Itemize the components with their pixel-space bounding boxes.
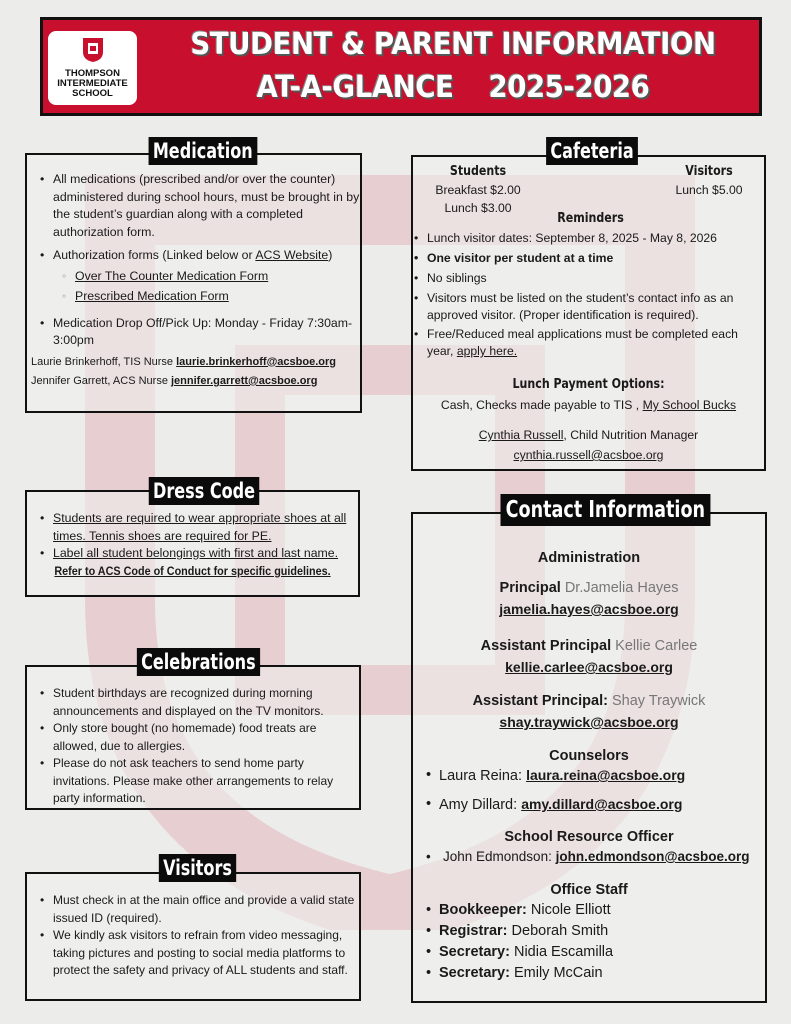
office-staff-item — [413, 921, 765, 942]
staff-name: Nicole Elliott — [526, 902, 611, 918]
sro-name: John Edmondson: — [443, 849, 556, 864]
visitor-item: • Must check in at the main office and provide a valid state issued ID (required). — [27, 892, 359, 927]
reminder-item: • One visitor per student at a time — [401, 250, 760, 267]
medication-heading: Medication — [149, 137, 257, 165]
manager-title: , Child Nutrition Manager — [563, 428, 699, 442]
admin-contact — [413, 578, 765, 621]
counselor-contact — [413, 767, 765, 784]
reminder-item: • No siblings — [401, 270, 760, 287]
dress-code-section — [25, 490, 360, 597]
nurse-name: Laurie Brinkerhoff, TIS Nurse — [31, 355, 177, 368]
celebrations-section — [25, 665, 361, 810]
breakfast-price: Breakfast $2.00 — [435, 183, 521, 197]
dress-code-item: Students are required to wear appropriate shoes at all times. Tennis shoes are required for PE. — [53, 511, 347, 543]
logo-text: THOMPSON INTERMEDIATE SCHOOL — [57, 68, 128, 99]
celebrations-heading: Celebrations — [137, 648, 260, 676]
counselor-contact — [413, 796, 765, 813]
dress-code-heading: Dress Code — [149, 477, 260, 505]
admin-name: Kellie Carlee — [611, 638, 698, 654]
admin-contact — [413, 691, 765, 734]
reminder-item: • Visitors must be listed on the student’s contact info as an approved visitor. (Proper identification is required). — [401, 290, 760, 324]
celebration-item: • Only store bought (no homemade) food treats are allowed, due to allergies. — [27, 720, 359, 755]
counselor-email-link[interactable]: laura.reina@acsboe.org — [526, 767, 686, 783]
prescribed-medication-form-link[interactable]: Prescribed Medication Form — [75, 289, 229, 303]
students-heading: Students — [449, 164, 507, 179]
school-crest-icon — [81, 36, 105, 64]
nurse-email-link[interactable]: jennifer.garrett@acsboe.org — [171, 375, 318, 387]
admin-name: Shay Traywick — [607, 693, 706, 709]
staff-name: Emily McCain — [509, 965, 603, 981]
celebration-item: • Please do not ask teachers to send home party invitations. Please make other arrangements to relay party information. — [27, 755, 359, 808]
admin-email-link[interactable]: shay.traywick@acsboe.org — [499, 714, 679, 730]
office-staff-item — [413, 963, 765, 984]
title-line-1: STUDENT & PARENT INFORMATION — [190, 27, 716, 62]
reminder-item — [401, 326, 760, 360]
sro-email-link[interactable]: john.edmondson@acsboe.org — [555, 849, 750, 864]
office-staff-heading: Office Staff — [550, 882, 628, 898]
sro-contact — [413, 849, 765, 864]
visitors-price-heading: Visitors — [685, 164, 733, 179]
role-label: Assistant Principal: — [472, 693, 608, 709]
role-label: Secretary: — [439, 944, 510, 960]
student-lunch-price: Lunch $3.00 — [444, 201, 512, 215]
nurse-email-link[interactable]: laurie.brinkerhoff@acsboe.org — [176, 355, 336, 368]
admin-email-link[interactable]: kellie.carlee@acsboe.org — [505, 659, 673, 675]
office-staff-item — [413, 942, 765, 963]
title-line-2 — [177, 70, 729, 105]
medication-item: • All medications (prescribed and/or over the counter) administered during school hours, must be brought in by the student’s guardian along with a completed authorization form. — [27, 171, 360, 241]
student-prices — [423, 163, 533, 217]
dress-code-item: Label all student belongings with first and last name. — [53, 546, 339, 560]
visitor-lunch-price: Lunch $5.00 — [675, 183, 743, 197]
item-text: ) — [328, 248, 333, 262]
office-staff-item — [413, 900, 765, 921]
nurse-contact — [27, 354, 360, 372]
admin-email-link[interactable]: jamelia.hayes@acsboe.org — [499, 601, 679, 617]
contact-section — [411, 512, 767, 1003]
sro-heading: School Resource Officer — [504, 829, 674, 845]
code-of-conduct-link[interactable]: Refer to ACS Code of Conduct for specific guidelines. — [54, 563, 331, 578]
role-label: Principal — [499, 580, 561, 596]
counselors-heading: Counselors — [549, 748, 629, 764]
item-text: Free/Reduced meal applications must be completed each year, — [427, 327, 738, 358]
cafeteria-heading: Cafeteria — [546, 137, 638, 165]
nurse-name: Jennifer Garrett, ACS Nurse — [31, 375, 171, 387]
visitor-item: • We kindly ask visitors to refrain from video messaging, taking pictures and posting to social media platforms to protect the safety and privacy of ALL students and staff. — [27, 927, 359, 980]
counselor-email-link[interactable]: amy.dillard@acsboe.org — [521, 796, 683, 812]
contact-heading: Contact Information — [500, 494, 710, 526]
admin-contact — [413, 636, 765, 679]
counselor-name: Amy Dillard: — [439, 797, 522, 813]
manager-name-link[interactable]: Cynthia Russell — [478, 428, 564, 442]
role-label: Registrar: — [439, 923, 508, 939]
medication-item — [27, 247, 360, 265]
apply-here-link[interactable]: apply here. — [456, 344, 518, 358]
header-banner — [40, 17, 762, 116]
item-text: Authorization forms (Linked below or — [53, 248, 256, 262]
school-year: 2025-2026 — [488, 70, 650, 105]
role-label: Assistant Principal — [480, 638, 612, 654]
cafeteria-section — [411, 155, 766, 471]
admin-name: Dr.Jamelia Hayes — [560, 580, 679, 596]
administration-heading: Administration — [537, 550, 641, 566]
manager-email-link[interactable]: cynthia.russell@acsboe.org — [513, 448, 664, 462]
otc-medication-form-link[interactable]: Over The Counter Medication Form — [75, 268, 269, 283]
staff-name: Deborah Smith — [507, 923, 609, 939]
reminder-item: • Lunch visitor dates: September 8, 2025 - May 8, 2026 — [401, 230, 760, 247]
role-label: Secretary: — [439, 965, 510, 981]
reminders-heading: Reminders — [557, 211, 624, 226]
payment-options — [413, 375, 764, 465]
nurse-contact — [27, 373, 360, 391]
visitors-heading: Visitors — [159, 854, 236, 882]
medication-item: • Medication Drop Off/Pick Up: Monday - Friday 7:30am-3:00pm — [27, 315, 360, 350]
staff-name: Nidia Escamilla — [509, 944, 614, 960]
acs-website-link[interactable]: ACS Website — [255, 248, 329, 262]
celebration-item: • Student birthdays are recognized during morning announcements and displayed on the TV monitors. — [27, 685, 359, 720]
title-at-a-glance: AT-A-GLANCE — [256, 70, 454, 105]
role-label: Bookkeeper: — [439, 902, 527, 918]
school-logo — [48, 31, 137, 105]
medication-section — [25, 153, 362, 413]
visitor-prices — [664, 163, 754, 199]
payment-heading: Lunch Payment Options: — [512, 377, 665, 392]
payment-text: Cash, Checks made payable to TIS , — [440, 398, 643, 412]
my-school-bucks-link[interactable]: My School Bucks — [642, 398, 737, 412]
visitors-section — [25, 872, 361, 1001]
counselor-name: Laura Reina: — [439, 768, 527, 784]
